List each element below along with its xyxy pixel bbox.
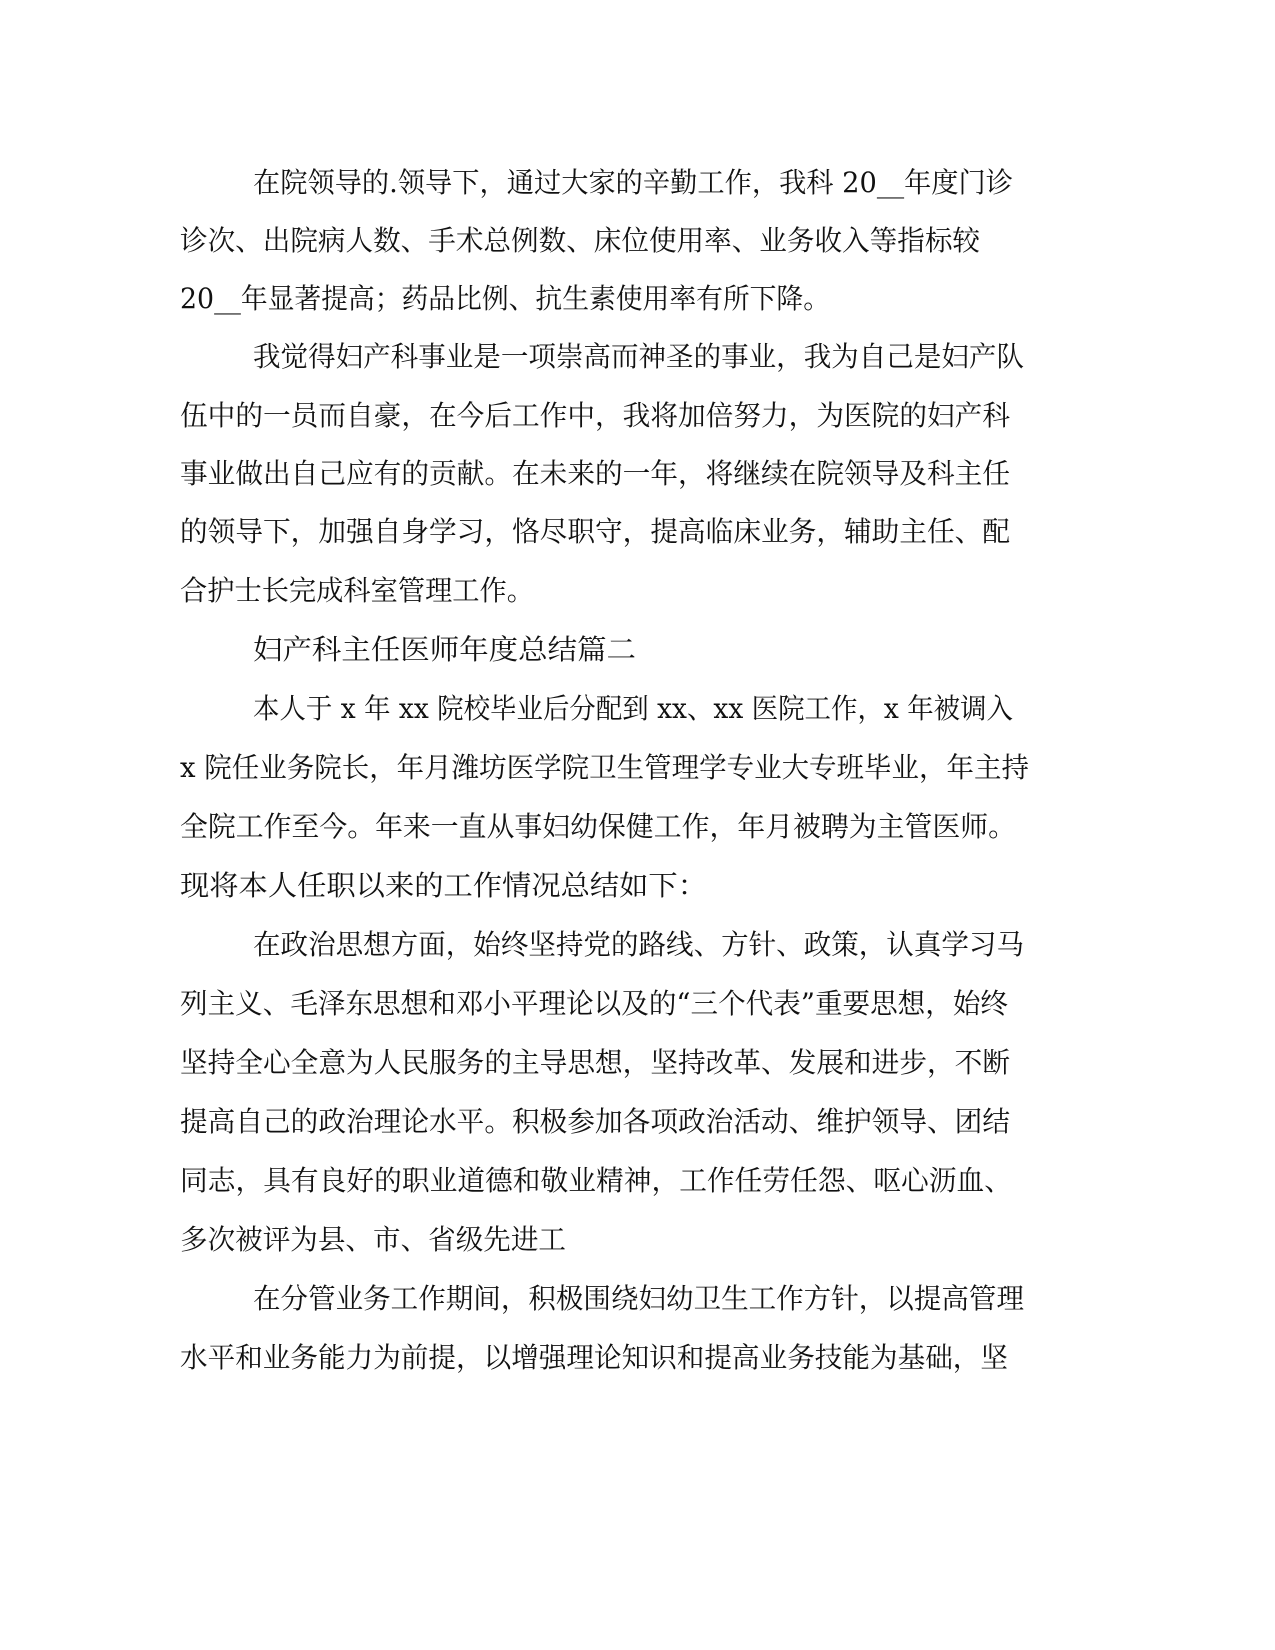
text-line: x 院任业务院长，年月潍坊医学院卫生管理学专业大专班毕业，年主持	[180, 751, 1029, 784]
text-line: 坚持全心全意为人民服务的主导思想，坚持改革、发展和进步，不断	[180, 1046, 1010, 1079]
text-line: 在分管业务工作期间，积极围绕妇幼卫生工作方针，以提高管理	[253, 1282, 1024, 1315]
text-line: 合护士长完成科室管理工作。	[180, 574, 534, 607]
text-line: 现将本人任职以来的工作情况总结如下：	[180, 869, 707, 902]
text-line: 诊次、出院病人数、手术总例数、床位使用率、业务收入等指标较	[180, 224, 980, 257]
text-line: 在政治思想方面，始终坚持党的路线、方针、政策，认真学习马	[253, 928, 1024, 961]
text-line: 伍中的一员而自豪，在今后工作中，我将加倍努力，为医院的妇产科	[180, 399, 1010, 432]
text-line: 的领导下，加强自身学习，恪尽职守，提高临床业务，辅助主任、配	[180, 515, 1010, 548]
text-line: 全院工作至今。年来一直从事妇幼保健工作，年月被聘为主管医师。	[180, 810, 1016, 843]
section-heading: 妇产科主任医师年度总结篇二	[253, 633, 636, 666]
text-line: 同志，具有良好的职业道德和敬业精神，工作任劳任怨、呕心沥血、	[180, 1164, 1012, 1197]
text-line: 事业做出自己应有的贡献。在未来的一年，将继续在院领导及科主任	[180, 457, 1010, 490]
text-line: 列主义、毛泽东思想和邓小平理论以及的“三个代表”重要思想，始终	[180, 987, 1008, 1020]
text-line: 提高自己的政治理论水平。积极参加各项政治活动、维护领导、团结	[180, 1105, 1010, 1138]
text-line: 水平和业务能力为前提，以增强理论知识和提高业务技能为基础，坚	[180, 1341, 1008, 1374]
text-line: 本人于 x 年 xx 院校毕业后分配到 xx、xx 医院工作，x 年被调入	[253, 692, 1013, 725]
text-line: 20__年显著提高；药品比例、抗生素使用率有所下降。	[180, 282, 830, 315]
text-line: 在院领导的.领导下，通过大家的辛勤工作，我科 20__年度门诊	[253, 166, 1013, 199]
text-line: 多次被评为县、市、省级先进工	[180, 1223, 566, 1256]
text-line: 我觉得妇产科事业是一项崇高而神圣的事业，我为自己是妇产队	[253, 340, 1024, 373]
